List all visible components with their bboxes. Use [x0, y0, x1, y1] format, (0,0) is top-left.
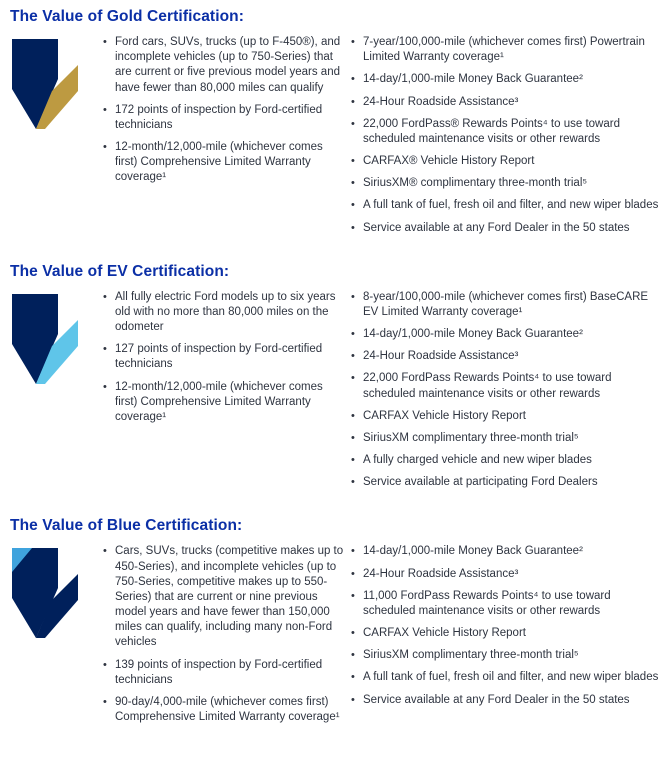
bullet-item: • 14-day/1,000-mile Money Back Guarantee² [350, 544, 664, 559]
section-blue-certification [4, 517, 664, 732]
bullet-item: • 7-year/100,000-mile (whichever comes first) Powertrain Limited Warranty coverage¹ [350, 35, 664, 65]
ev-section-body [4, 290, 664, 498]
ev-right-bullet-list [350, 290, 664, 498]
ev-badge-svg [12, 294, 78, 384]
bullet-item: • 14-day/1,000-mile Money Back Guarantee² [350, 327, 664, 342]
bullet-item: • CARFAX® Vehicle History Report [350, 154, 664, 169]
bullet-item: • A full tank of fuel, fresh oil and filter, and new wiper blades [350, 198, 664, 213]
section-gold-certification [4, 8, 664, 243]
bullet-item: • 12-month/12,000-mile (whichever comes first) Comprehensive Limited Warranty coverage¹ [102, 380, 344, 426]
bullet-item: • Service available at participating Ford Dealers [350, 475, 664, 490]
gold-right-bullet-list [350, 35, 664, 243]
bullet-item: • 139 points of inspection by Ford-certified technicians [102, 658, 344, 688]
blue-badge-svg [12, 548, 78, 638]
ev-section-title: The Value of EV Certification: [10, 262, 230, 280]
bullet-item: • SiriusXM complimentary three-month trial⁵ [350, 431, 664, 446]
bullet-item: • 12-month/12,000-mile (whichever comes first) Comprehensive Limited Warranty coverage¹ [102, 140, 344, 186]
blue-section-body [4, 544, 664, 732]
bullet-item: • 90-day/4,000-mile (whichever comes first) Comprehensive Limited Warranty coverage¹ [102, 695, 344, 725]
blue-section-title: The Value of Blue Certification: [10, 517, 243, 535]
blue-right-bullet-list [350, 544, 664, 714]
bullet-item: • All fully electric Ford models up to six years old with no more than 80,000 miles on the odometer [102, 290, 344, 336]
bullet-item: • 8-year/100,000-mile (whichever comes first) BaseCARE EV Limited Warranty coverage¹ [350, 290, 664, 320]
bullet-item: • Service available at any Ford Dealer in the 50 states [350, 693, 664, 708]
bullet-item: • Cars, SUVs, trucks (competitive makes up to 450-Series), and incomplete vehicles (up to 750-Series, competitive makes up to 550-Series) that are current or nine previous model years and have fewer than 150,000 miles can qualify, including many non-Ford vehicles [102, 544, 344, 650]
blue-certification-badge-icon [12, 548, 78, 638]
bullet-item: • 127 points of inspection by Ford-certified technicians [102, 342, 344, 372]
bullet-item: • Service available at any Ford Dealer in the 50 states [350, 221, 664, 236]
section-ev-certification [4, 263, 664, 498]
bullet-item: • SiriusXM® complimentary three-month trial⁵ [350, 176, 664, 191]
bullet-item: • 11,000 FordPass Rewards Points⁴ to use toward scheduled maintenance visits or other rewards [350, 589, 664, 619]
gold-section-title: The Value of Gold Certification: [10, 8, 244, 25]
ev-left-bullet-list [102, 290, 344, 432]
bullet-item: • 172 points of inspection by Ford-certified technicians [102, 103, 344, 133]
bullet-item: • 24-Hour Roadside Assistance³ [350, 95, 664, 110]
bullet-item: • 24-Hour Roadside Assistance³ [350, 567, 664, 582]
gold-left-bullet-list [102, 35, 344, 193]
bullet-item: • A fully charged vehicle and new wiper blades [350, 453, 664, 468]
bullet-item: • 22,000 FordPass Rewards Points⁴ to use toward scheduled maintenance visits or other rewards [350, 371, 664, 401]
bullet-item: • CARFAX Vehicle History Report [350, 409, 664, 424]
gold-badge-svg [12, 39, 78, 129]
blue-left-bullet-list [102, 544, 344, 732]
bullet-item: • SiriusXM complimentary three-month trial⁵ [350, 648, 664, 663]
bullet-item: • 22,000 FordPass® Rewards Points⁴ to use toward scheduled maintenance visits or other rewards [350, 117, 664, 147]
bullet-item: • 14-day/1,000-mile Money Back Guarantee² [350, 72, 664, 87]
gold-certification-badge-icon [12, 39, 78, 129]
bullet-item: • 24-Hour Roadside Assistance³ [350, 349, 664, 364]
ev-certification-badge-icon [12, 294, 78, 384]
bullet-item: • Ford cars, SUVs, trucks (up to F-450®), and incomplete vehicles (up to 750-Series) that are current or five previous model years and have fewer than 80,000 miles can qualify [102, 35, 344, 96]
bullet-item: • CARFAX Vehicle History Report [350, 626, 664, 641]
gold-section-body [4, 35, 664, 243]
bullet-item: • A full tank of fuel, fresh oil and filter, and new wiper blades [350, 670, 664, 685]
